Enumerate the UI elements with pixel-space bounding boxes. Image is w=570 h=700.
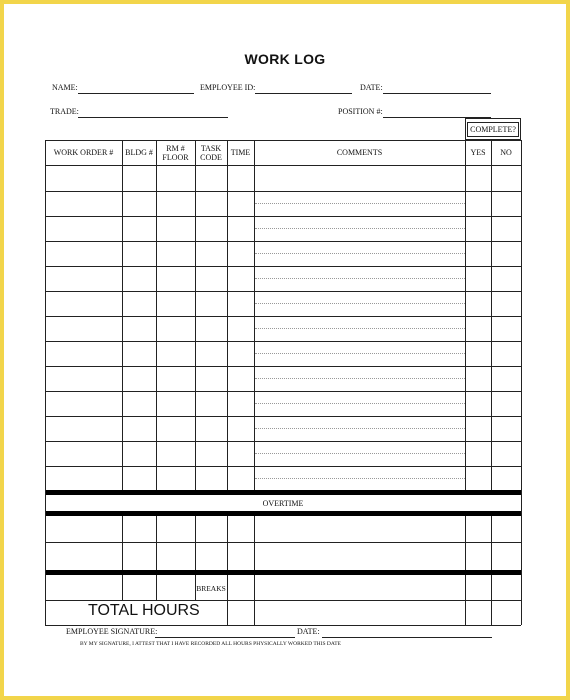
name-field[interactable]	[78, 93, 194, 94]
overtime-bottom-rule	[45, 511, 521, 516]
col-line	[254, 516, 255, 570]
comment-guide-line	[255, 428, 465, 429]
name-label: NAME:	[52, 83, 78, 92]
trade-label: TRADE:	[50, 107, 79, 116]
signature-label: EMPLOYEE SIGNATURE:	[66, 627, 158, 636]
totals-top-rule	[45, 570, 521, 575]
col-header-work-order: WORK ORDER #	[53, 148, 114, 157]
row-line	[45, 366, 521, 367]
comment-guide-line	[255, 478, 465, 479]
row-line	[45, 216, 521, 217]
comment-guide-line	[255, 253, 465, 254]
col-line	[227, 575, 228, 625]
row-line	[45, 266, 521, 267]
comment-guide-line	[255, 378, 465, 379]
position-label: POSITION #:	[338, 107, 383, 116]
overtime-row-line	[45, 542, 521, 543]
comment-guide-line	[255, 353, 465, 354]
complete-label: COMPLETE?	[467, 122, 519, 137]
complete-header	[465, 118, 521, 140]
employee-id-label: EMPLOYEE ID:	[200, 83, 256, 92]
col-line	[521, 140, 522, 625]
col-line	[465, 575, 466, 625]
row-line	[45, 441, 521, 442]
date-field[interactable]	[383, 93, 491, 94]
col-line	[491, 575, 492, 625]
col-line	[45, 140, 46, 625]
row-line	[45, 416, 521, 417]
col-line	[254, 575, 255, 625]
col-header-yes: YES	[470, 148, 486, 157]
col-header-no: NO	[500, 148, 512, 157]
col-line	[122, 516, 123, 570]
header-row-divider	[45, 165, 521, 166]
work-log-table	[45, 140, 521, 625]
overtime-label: OVERTIME	[262, 498, 304, 508]
col-header-task-code: TASK CODE	[200, 143, 222, 162]
col-line	[195, 516, 196, 570]
total-hours-label: TOTAL HOURS	[88, 602, 200, 619]
table-border-bottom	[45, 625, 521, 626]
signature-date-field[interactable]	[322, 637, 492, 638]
col-header-time: TIME	[230, 148, 251, 157]
comment-guide-line	[255, 303, 465, 304]
row-line	[45, 341, 521, 342]
comment-guide-line	[255, 278, 465, 279]
col-line	[156, 516, 157, 570]
col-line	[465, 140, 466, 490]
col-line	[227, 516, 228, 570]
row-line	[45, 241, 521, 242]
col-line	[156, 140, 157, 490]
col-line	[227, 140, 228, 490]
col-line	[156, 575, 157, 600]
col-header-bldg: BLDG #	[125, 148, 153, 157]
signature-field[interactable]	[155, 637, 295, 638]
row-line	[45, 191, 521, 192]
trade-field[interactable]	[78, 117, 228, 118]
breaks-row-line	[45, 600, 521, 601]
col-line	[465, 516, 466, 570]
comment-guide-line	[255, 403, 465, 404]
col-line	[254, 140, 255, 490]
page-title: WORK LOG	[244, 51, 326, 67]
comment-guide-line	[255, 453, 465, 454]
comment-guide-line	[255, 328, 465, 329]
comment-guide-line	[255, 203, 465, 204]
signature-date-label: DATE:	[297, 627, 320, 636]
comment-guide-line	[255, 228, 465, 229]
row-line	[45, 466, 521, 467]
attestation-text: BY MY SIGNATURE, I ATTEST THAT I HAVE RECORDED ALL HOURS PHYSICALLY WORKED THIS DATE	[80, 641, 341, 647]
breaks-label: BREAKS	[196, 584, 226, 593]
col-line	[122, 575, 123, 600]
col-header-comments: COMMENTS	[336, 148, 383, 157]
col-line	[491, 516, 492, 570]
row-line	[45, 391, 521, 392]
col-header-rm-floor: RM # FLOOR	[162, 143, 189, 162]
col-line	[122, 140, 123, 490]
row-line	[45, 316, 521, 317]
col-line	[195, 140, 196, 490]
col-line	[491, 140, 492, 490]
employee-id-field[interactable]	[255, 93, 352, 94]
row-line	[45, 291, 521, 292]
date-label: DATE:	[360, 83, 383, 92]
